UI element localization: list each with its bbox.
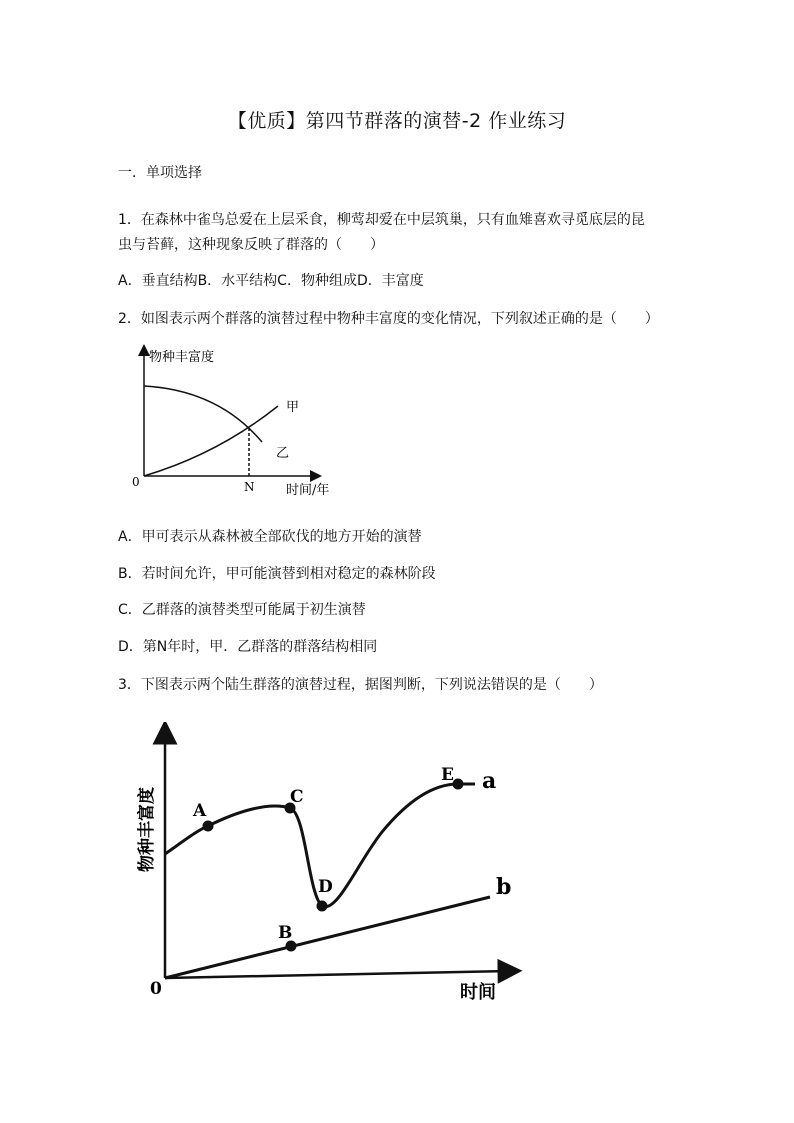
q1-stem-line2: 虫与苔藓，这种现象反映了群落的（ ） [118,237,384,253]
q2-curve-jia [144,406,278,476]
q3-figure [130,722,530,1012]
q3-curve-b-label: b [496,874,512,900]
q3-curve-a-label: a [482,768,497,794]
q2-option-c: C．乙群落的演替类型可能属于初生演替 [118,602,366,618]
q3-point-e-dot [453,779,464,790]
q3-point-d-dot [317,901,328,912]
q2-figure [118,342,358,502]
q2-curve-yi [144,386,262,442]
q2-yi-label: 乙 [276,446,290,461]
q3-point-d-label: D [318,877,333,897]
q2-y-label: 物种丰富度 [149,350,215,365]
q2-jia-label: 甲 [286,400,300,415]
q3-x-axis [165,971,510,978]
section-heading: 一．单项选择 [118,165,202,181]
q1-stem-line1: 1．在森林中雀鸟总爱在上层采食，柳莺却爱在中层筑巢，只有血雉喜欢寻觅底层的昆 [118,212,645,228]
q2-option-d: D．第N年时，甲．乙群落的群落结构相同 [118,639,378,655]
q3-curve-b [165,897,490,978]
q3-point-b-label: B [278,923,293,943]
q2-stem: 2．如图表示两个群落的演替过程中物种丰富度的变化情况，下列叙述正确的是（ ） [118,311,659,327]
page-title: 【优质】第四节群落的演替-2 作业练习 [227,110,567,132]
q3-point-c-label: C [290,787,304,807]
q2-x-label: 时间/年 [286,483,330,498]
q3-x-label: 时间 [460,982,496,1003]
q3-point-a-dot [203,821,214,832]
q2-option-a: A．甲可表示从森林被全部砍伐的地方开始的演替 [118,529,422,545]
q3-y-label: 物种丰富度 [137,787,157,872]
q3-point-e-label: E [441,765,454,785]
q3-point-a-label: A [193,801,207,821]
q2-origin-label: 0 [132,475,140,489]
q2-option-b: B．若时间允许，甲可能演替到相对稳定的森林阶段 [118,566,436,582]
q3-stem: 3．下图表示两个陆生群落的演替过程，据图判断，下列说法错误的是（ ） [118,677,603,693]
q1-options: A．垂直结构B．水平结构C．物种组成D．丰富度 [118,273,424,289]
q3-origin-label: 0 [150,979,162,999]
q2-n-label: N [244,480,255,494]
